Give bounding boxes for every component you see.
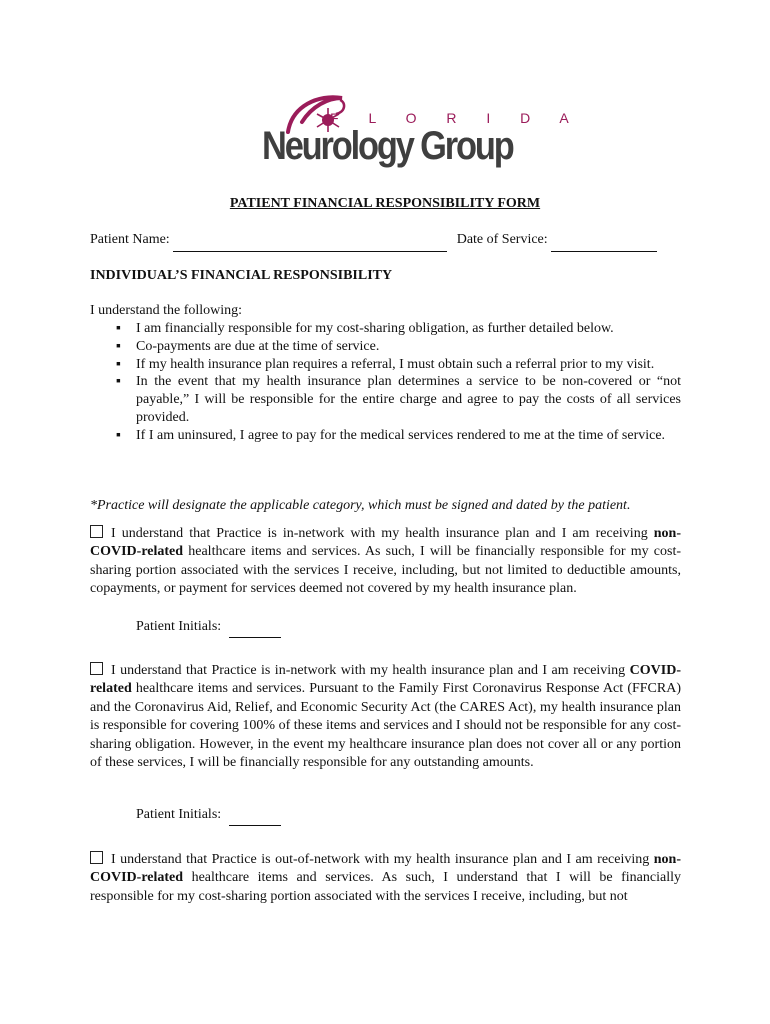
category-note: *Practice will designate the applicable category, which must be signed and dated by the patient. — [90, 498, 631, 513]
intro-text: I understand the following: — [90, 303, 243, 318]
date-of-service-field[interactable] — [551, 233, 657, 252]
section-heading: INDIVIDUAL’S FINANCIAL RESPONSIBILITY — [90, 268, 393, 283]
option2-checkbox[interactable] — [90, 662, 103, 675]
option2-text-bold: COVID-related — [90, 663, 681, 697]
list-item: ▪ Co-payments are due at the time of service. — [116, 338, 681, 356]
patient-name-field[interactable] — [173, 233, 447, 252]
date-of-service-label: Date of Service: — [456, 232, 548, 247]
option3-checkbox[interactable] — [90, 851, 103, 864]
logo-florida-text: F L O R I D A — [330, 110, 582, 126]
initials-label: Patient Initials: — [136, 619, 222, 634]
option1-checkbox[interactable] — [90, 525, 103, 538]
form-title: PATIENT FINANCIAL RESPONSIBILITY FORM — [229, 196, 541, 211]
option1-text-bold: non-COVID-related — [90, 526, 681, 560]
list-item: ▪ In the event that my health insurance plan determines a service to be non-covered or “not payable,” I will be responsible for the entire charge and agree to pay the costs of all services provided. — [116, 373, 681, 426]
list-item: ▪ I am financially responsible for my cost-sharing obligation, as further detailed below. — [116, 320, 681, 338]
option3-text-bold: non-COVID-related — [90, 852, 681, 886]
patient-name-label: Patient Name: — [90, 232, 170, 247]
option1-initials-field[interactable] — [229, 621, 281, 638]
logo-neurology-group-text: Neurology Group — [262, 124, 513, 168]
patient-name-row — [90, 231, 657, 252]
option1-text-post: healthcare items and services. As such, I will be financially responsible for my cost-sharing portion associated with the services I receive, including, but not limited to deductible amounts, copayments, or payment for services deemed not covered by my health insurance plan. — [90, 544, 681, 597]
option2-initials-field[interactable] — [229, 809, 281, 826]
option2-initials-row — [136, 807, 281, 826]
option-in-network-covid — [90, 662, 681, 772]
option3-text-post: healthcare items and services. As such, I understand that I will be financially responsible for my cost-sharing portion associated with the services I receive, including, but not — [90, 870, 681, 904]
option-in-network-non-covid — [90, 525, 681, 599]
option-out-of-network-non-covid — [90, 851, 681, 906]
initials-label: Patient Initials: — [136, 807, 222, 822]
option2-text-pre: I understand that Practice is in-network with my health insurance plan and I am receiving — [111, 663, 630, 678]
list-item: ▪ If my health insurance plan requires a referral, I must obtain such a referral prior to my visit. — [116, 356, 681, 374]
option1-initials-row — [136, 619, 281, 638]
responsibility-list — [116, 320, 681, 445]
option2-text-post: healthcare items and services. Pursuant to the Family First Coronavirus Response Act (FFCRA) and the Coronavirus Aid, Relief, and Economic Security Act (the CARES Act), my health insurance plan is responsible for covering 100% of these items and services and I should not be responsible for any cost-sharing obligation. However, in the event my healthcare insurance plan does not cover all or any portion of these services, I will be financially responsible for any outstanding amounts. — [90, 681, 681, 771]
option1-text-pre: I understand that Practice is in-network with my health insurance plan and I am receiving — [111, 526, 654, 541]
option3-text-pre: I understand that Practice is out-of-network with my health insurance plan and I am receiving — [111, 852, 654, 867]
list-item: ▪ If I am uninsured, I agree to pay for the medical services rendered to me at the time of service. — [116, 427, 681, 445]
